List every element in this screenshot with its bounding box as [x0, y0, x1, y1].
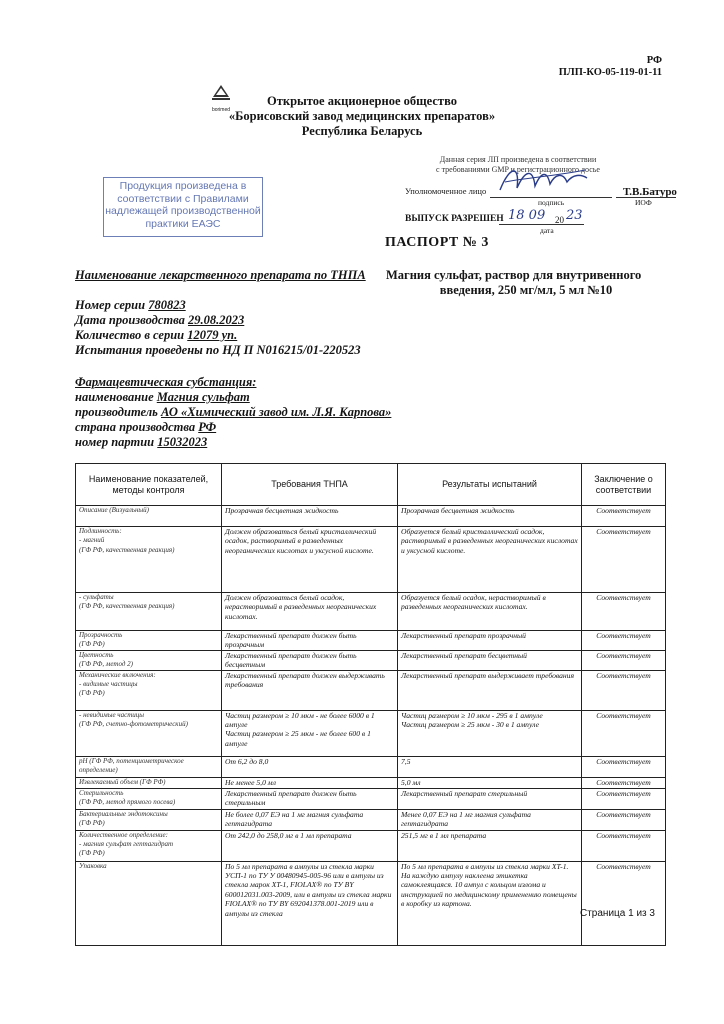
table-row	[76, 809, 666, 830]
cell-requirement: От 242,0 до 258,0 мг в 1 мл препарата	[222, 830, 398, 861]
cell-requirement: Лекарственный препарат должен быть прозрачным	[222, 631, 398, 651]
cell-indicator: Стерильность (ГФ РФ, метод прямого посева)	[76, 788, 222, 809]
release-year-prefix: 20	[555, 215, 564, 225]
table-row	[76, 670, 666, 710]
cell-result: 5,0 мл	[398, 777, 582, 788]
table-row	[76, 788, 666, 809]
tests-reference: Испытания проведены по НД П N016215/01-220523	[75, 343, 361, 357]
table-row	[76, 631, 666, 651]
cell-indicator: Механические включения: - видимые частицы (ГФ РФ)	[76, 670, 222, 710]
organization-line-3: Республика Беларусь	[301, 124, 423, 138]
substance-batch-label: номер партии	[75, 435, 155, 449]
table-header-row	[76, 464, 666, 506]
cell-result: Лекарственный препарат бесцветный	[398, 650, 582, 670]
cell-requirement: Лекарственный препарат должен выдерживать требования	[222, 670, 398, 710]
cell-conclusion: Соответствует	[582, 631, 666, 651]
logo-text: borimed	[211, 107, 231, 113]
cell-requirement: Лекарственный препарат должен быть бесцветным	[222, 650, 398, 670]
cell-result: Менее 0,07 ЕЭ на 1 мг магния сульфата гептагидрата	[398, 809, 582, 830]
cell-requirement: Должен образоваться белый осадок, нерастворимый в разведенных неорганических кислотах.	[222, 593, 398, 631]
product-name-label: Наименование лекарственного препарата по ТНПА	[75, 268, 366, 282]
cell-requirement: Не более 0,07 ЕЭ на 1 мг магния сульфата гептагидрата	[222, 809, 398, 830]
serial-number	[75, 298, 186, 313]
production-date	[75, 313, 244, 328]
production-date-label: Дата производства	[75, 313, 185, 327]
cell-indicator: Количественное определение: - магния сульфат гептагидрат (ГФ РФ)	[76, 830, 222, 861]
cell-conclusion: Соответствует	[582, 830, 666, 861]
table-row	[76, 756, 666, 777]
table-row	[76, 777, 666, 788]
cell-requirement: Лекарственный препарат должен быть стерильным	[222, 788, 398, 809]
substance-name-value: Магния сульфат	[156, 390, 250, 404]
substance-name-label: наименование	[75, 390, 154, 404]
cell-result: Лекарственный препарат выдерживает требования	[398, 670, 582, 710]
gmp-stamp	[103, 177, 263, 237]
cell-indicator: pH (ГФ РФ, потенциометрическое определение)	[76, 756, 222, 777]
stamp-line-3: надлежащей производственной	[105, 205, 261, 217]
cell-result: 7,5	[398, 756, 582, 777]
table-row	[76, 506, 666, 527]
cell-indicator: Подлинность: - магний (ГФ РФ, качественная реакция)	[76, 527, 222, 593]
form-code: ПЛП-КО-05-119-01-11	[558, 67, 662, 78]
authorized-person-name: Т.В.Батуро	[623, 186, 677, 198]
product-name-value-1: Магния сульфат, раствор для внутривенного	[386, 268, 642, 282]
cell-requirement: Не менее 5,0 мл	[222, 777, 398, 788]
release-date-handwritten: 18 09	[508, 208, 546, 223]
substance-country	[75, 420, 216, 435]
header-requirements: Требования ТНПА	[222, 464, 398, 506]
substance-batch	[75, 435, 207, 450]
cell-indicator: - сульфаты (ГФ РФ, качественная реакция)	[76, 593, 222, 631]
substance-batch-value: 15032023	[157, 435, 208, 449]
release-year-handwritten: 23	[566, 208, 583, 223]
quantity-value: 12079 уп.	[187, 328, 238, 342]
cell-indicator: Извлекаемый объем (ГФ РФ)	[76, 777, 222, 788]
table-row	[76, 527, 666, 593]
table-row	[76, 861, 666, 945]
serial-label: Номер серии	[75, 298, 146, 312]
cell-indicator: Упаковка	[76, 861, 222, 945]
production-date-value: 29.08.2023	[188, 313, 245, 327]
cell-conclusion: Соответствует	[582, 506, 666, 527]
cell-conclusion: Соответствует	[582, 670, 666, 710]
serial-value: 780823	[148, 298, 186, 312]
gmp-statement-line-1: Данная серия ЛП произведена в соответствии	[439, 155, 597, 164]
document-code	[559, 55, 662, 79]
substance-country-label: страна производства	[75, 420, 196, 434]
stamp-line-2: соответствии с Правилами	[117, 192, 249, 205]
substance-maker-value: АО «Химический завод им. Л.Я. Карпова»	[161, 405, 392, 419]
substance-name	[75, 390, 250, 405]
table-row	[76, 593, 666, 631]
cell-indicator: Прозрачность (ГФ РФ)	[76, 631, 222, 651]
cell-requirement: По 5 мл препарата в ампулы из стекла марки УСП-1 по ТУ У 00480945-005-96 или в ампулы из стекла марок XT-1, FIOLAX® по ТУ BY 600012031.003-2009, или в ампулы из стекла марки FIOLAX® по ТУ BY 692041378.001-2019 или в ампулы из стекла	[222, 861, 398, 945]
cell-conclusion: Соответствует	[582, 788, 666, 809]
cell-conclusion: Соответствует	[582, 650, 666, 670]
cell-conclusion: Соответствует	[582, 809, 666, 830]
release-date-line	[499, 224, 584, 225]
cell-requirement: Прозрачная бесцветная жидкость	[222, 506, 398, 527]
cell-conclusion: Соответствует	[582, 777, 666, 788]
organization-line-2: «Борисовский завод медицинских препаратов»	[228, 109, 496, 123]
header-conclusion: Заключение о соответствии	[582, 464, 666, 506]
product-name-value-2: введения, 250 мг/мл, 5 мл №10	[439, 283, 613, 297]
header-indicator: Наименование показателей, методы контроля	[76, 464, 222, 506]
table-row	[76, 710, 666, 756]
name-label: ИОФ	[635, 198, 652, 207]
test-results-table	[75, 463, 666, 946]
cell-conclusion: Соответствует	[582, 527, 666, 593]
cell-result: По 5 мл препарата в ампулы из стекла марки XT-1. На каждую ампулу наклеена этикетка самоклеящаяся. 10 ампул с кольцом излома и инструкцией по медицинскому применению помещены в коробку из картона.	[398, 861, 582, 945]
header-results: Результаты испытаний	[398, 464, 582, 506]
cell-result: 251,5 мг в 1 мл препарата	[398, 830, 582, 861]
substance-maker	[75, 405, 391, 420]
substance-country-value: РФ	[198, 420, 217, 434]
cell-result: Частиц размером ≥ 10 мкм - 295 в 1 ампуле Частиц размером ≥ 25 мкм - 30 в 1 ампуле	[398, 710, 582, 756]
cell-indicator: Цветность (ГФ РФ, метод 2)	[76, 650, 222, 670]
cell-requirement: Частиц размером ≥ 10 мкм - не более 6000 в 1 ампуле Частиц размером ≥ 25 мкм - не более 600 в 1 ампуле	[222, 710, 398, 756]
cell-result: Образуется белый осадок, нерастворимый в разведенных неорганических кислотах.	[398, 593, 582, 631]
batch-quantity	[75, 328, 237, 343]
stamp-line-4: практики ЕАЭС	[145, 217, 221, 230]
cell-requirement: От 6,2 до 8,0	[222, 756, 398, 777]
cell-indicator: Бактериальные эндотоксины (ГФ РФ)	[76, 809, 222, 830]
cell-conclusion: Соответствует	[582, 710, 666, 756]
page-number: Страница 1 из 3	[580, 908, 655, 919]
cell-result: Образуется белый кристаллический осадок, растворимый в разведенных неорганических кислотах и уксусной кислоте.	[398, 527, 582, 593]
cell-conclusion: Соответствует	[582, 593, 666, 631]
cell-result: Прозрачная бесцветная жидкость	[398, 506, 582, 527]
date-label: дата	[540, 226, 554, 235]
gmp-statement-line-2: с требованиями GMP и регистрационного досье	[436, 165, 600, 174]
passport-title: ПАСПОРТ № 3	[385, 235, 489, 250]
country-code: РФ	[646, 55, 662, 66]
table-row	[76, 650, 666, 670]
cell-conclusion: Соответствует	[582, 756, 666, 777]
cell-conclusion: Соответствует	[582, 861, 666, 945]
cell-result: Лекарственный препарат стерильный	[398, 788, 582, 809]
cell-result: Лекарственный препарат прозрачный	[398, 631, 582, 651]
signature-label: подпись	[538, 198, 565, 207]
table-row	[76, 830, 666, 861]
substance-title: Фармацевтическая субстанция:	[75, 375, 257, 389]
release-label: ВЫПУСК РАЗРЕШЕН	[405, 214, 504, 224]
cell-requirement: Должен образоваться белый кристаллический осадок, растворимый в разведенных неорганических кислотах и уксусной кислоте.	[222, 527, 398, 593]
cell-indicator: Описание (Визуальный)	[76, 506, 222, 527]
organization-line-1: Открытое акционерное общество	[267, 94, 457, 108]
substance-maker-label: производитель	[75, 405, 158, 419]
signature-icon	[495, 160, 590, 200]
quantity-label: Количество в серии	[75, 328, 185, 342]
stamp-line-1: Продукция произведена в	[119, 180, 247, 192]
authorized-person-label: Уполномоченное лицо	[405, 186, 487, 196]
cell-indicator: - невидимые частицы (ГФ РФ, счетно-фотометрический)	[76, 710, 222, 756]
